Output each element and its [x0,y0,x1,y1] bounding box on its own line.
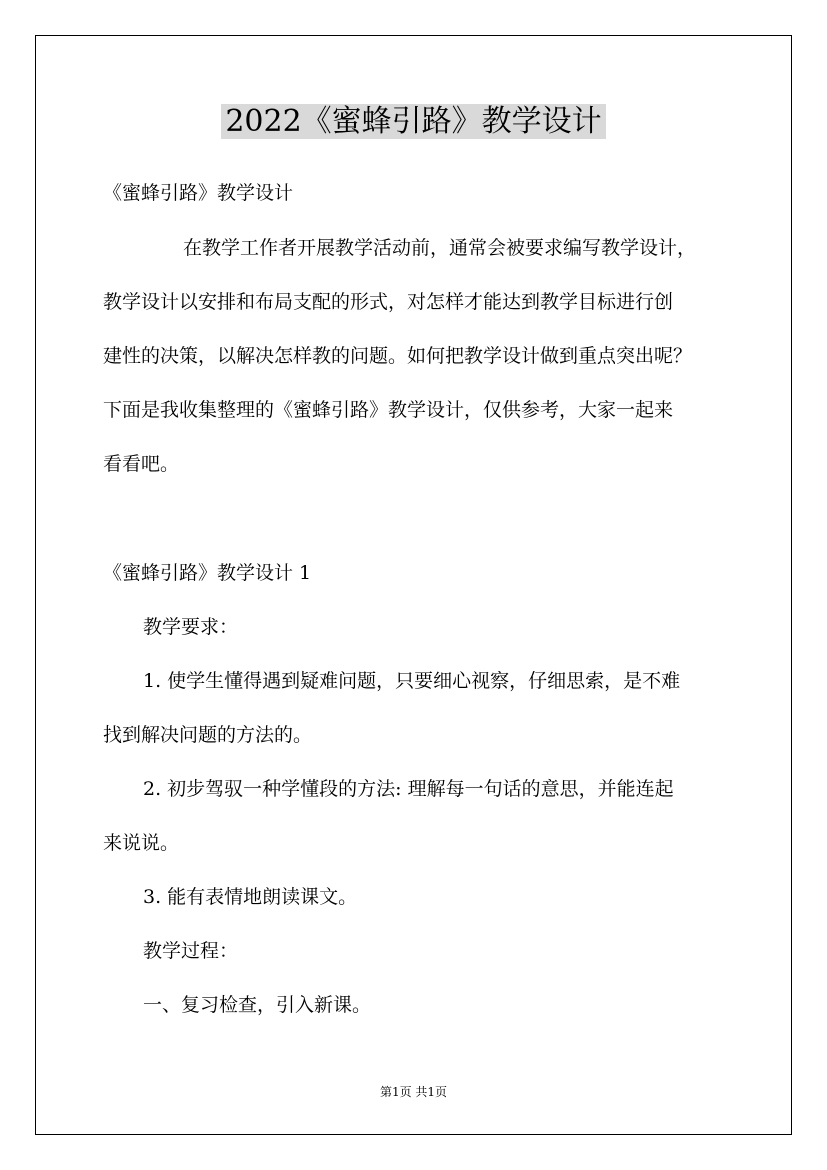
requirement-1-line-2: 找到解决问题的方法的。 [103,724,313,746]
intro-line-1: 在教学工作者开展教学活动前，通常会被要求编写教学设计， [183,237,697,259]
document-title [0,100,827,144]
intro-line-3: 建性的决策，以解决怎样教的问题。如何把教学设计做到重点突出呢？ [103,345,693,367]
document-subtitle: 《蜜蜂引路》教学设计 [103,182,294,204]
intro-line-4: 下面是我收集整理的《蜜蜂引路》教学设计，仅供参考，大家一起来 [103,399,674,421]
requirement-2-line-2: 来说说。 [103,832,180,854]
process-step-1: 一、复习检查，引入新课。 [143,994,372,1016]
document-title-text: 2022《蜜蜂引路》教学设计 [221,104,605,139]
intro-line-2: 教学设计以安排和布局支配的形式，对怎样才能达到教学目标进行创 [103,291,674,313]
section-heading: 《蜜蜂引路》教学设计 1 [103,562,312,584]
process-heading: 教学过程： [143,940,239,962]
intro-line-5: 看看吧。 [103,453,180,475]
requirement-2-line-1: 2. 初步驾驭一种学懂段的方法: 理解每一句话的意思，并能连起 [143,778,674,800]
requirement-1-line-1: 1. 使学生懂得遇到疑难问题，只要细心视察，仔细思索，是不难 [143,670,681,692]
page-footer: 第1页 共1页 [379,1085,448,1099]
requirement-3: 3. 能有表情地朗读课文。 [143,886,358,908]
requirements-heading: 教学要求： [143,616,239,638]
